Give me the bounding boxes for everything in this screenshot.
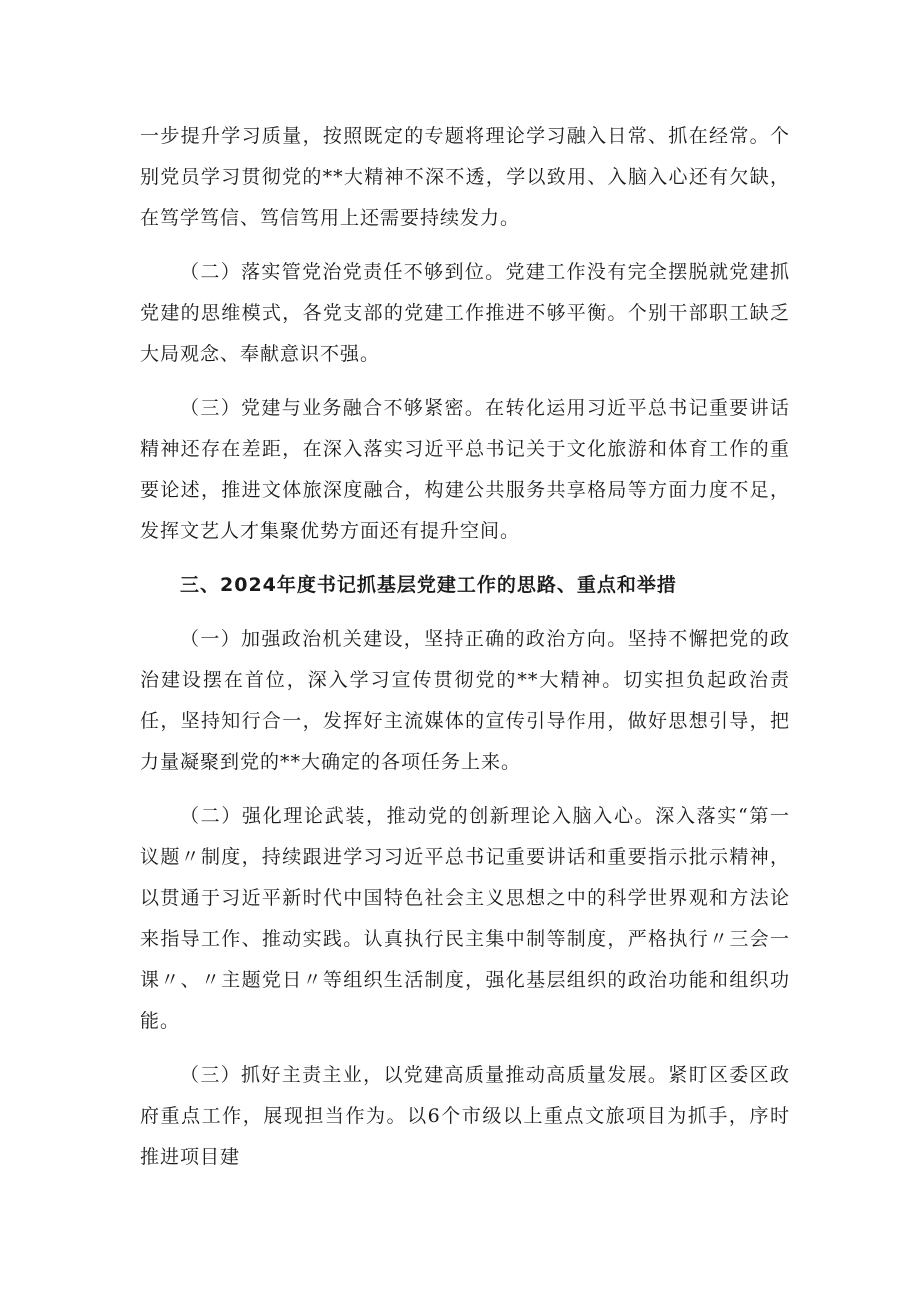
section-heading-3: 三、2024年度书记抓基层党建工作的思路、重点和举措 xyxy=(180,574,677,596)
paragraph-continuation: 一步提升学习质量，按照既定的专题将理论学习融入日常、抓在经常。个别党员学习贯彻党的**大精神不深不透，学以致用、入脑入心还有欠缺，在笃学笃信、笃信笃用上还需要持续发力。 xyxy=(140,125,790,229)
paragraph-measure-1: （一）加强政治机关建设，坚持正确的政治方向。坚持不懈把党的政治建设摆在首位，深入学习宣传贯彻党的**大精神。切实担负起政治责任，坚持知行合一，发挥好主流媒体的宣传引导作用，做好思想引导，把力量凝聚到党的**大确定的各项任务上来。 xyxy=(140,628,790,773)
paragraph-measure-3: （三）抓好主责主业，以党建高质量推动高质量发展。紧盯区委区政府重点工作，展现担当作为。以6个市级以上重点文旅项目为抓手，序时推进项目建 xyxy=(140,1064,790,1168)
paragraph-measure-2: （二）强化理论武装，推动党的创新理论入脑入心。深入落实“第一议题〃制度，持续跟进学习习近平总书记重要讲话和重要指示批示精神，以贯通于习近平新时代中国特色社会主义思想之中的科学世界观和方法论来指导工作、推动实践。认真执行民主集中制等制度，严格执行〃三会一课〃、〃主题党日〃等组织生活制度，强化基层组织的政治功能和组织功能。 xyxy=(140,805,790,1032)
paragraph-item-2: （二）落实管党治党责任不够到位。党建工作没有完全摆脱就党建抓党建的思维模式，各党支部的党建工作推进不够平衡。个别干部职工缺乏大局观念、奉献意识不强。 xyxy=(140,261,790,365)
document-page xyxy=(140,116,790,1178)
paragraph-item-3: （三）党建与业务融合不够紧密。在转化运用习近平总书记重要讲话精神还存在差距，在深入落实习近平总书记关于文化旅游和体育工作的重要论述，推进文体旅深度融合，构建公共服务共享格局等方面力度不足，发挥文艺人才集聚优势方面还有提升空间。 xyxy=(140,397,790,542)
